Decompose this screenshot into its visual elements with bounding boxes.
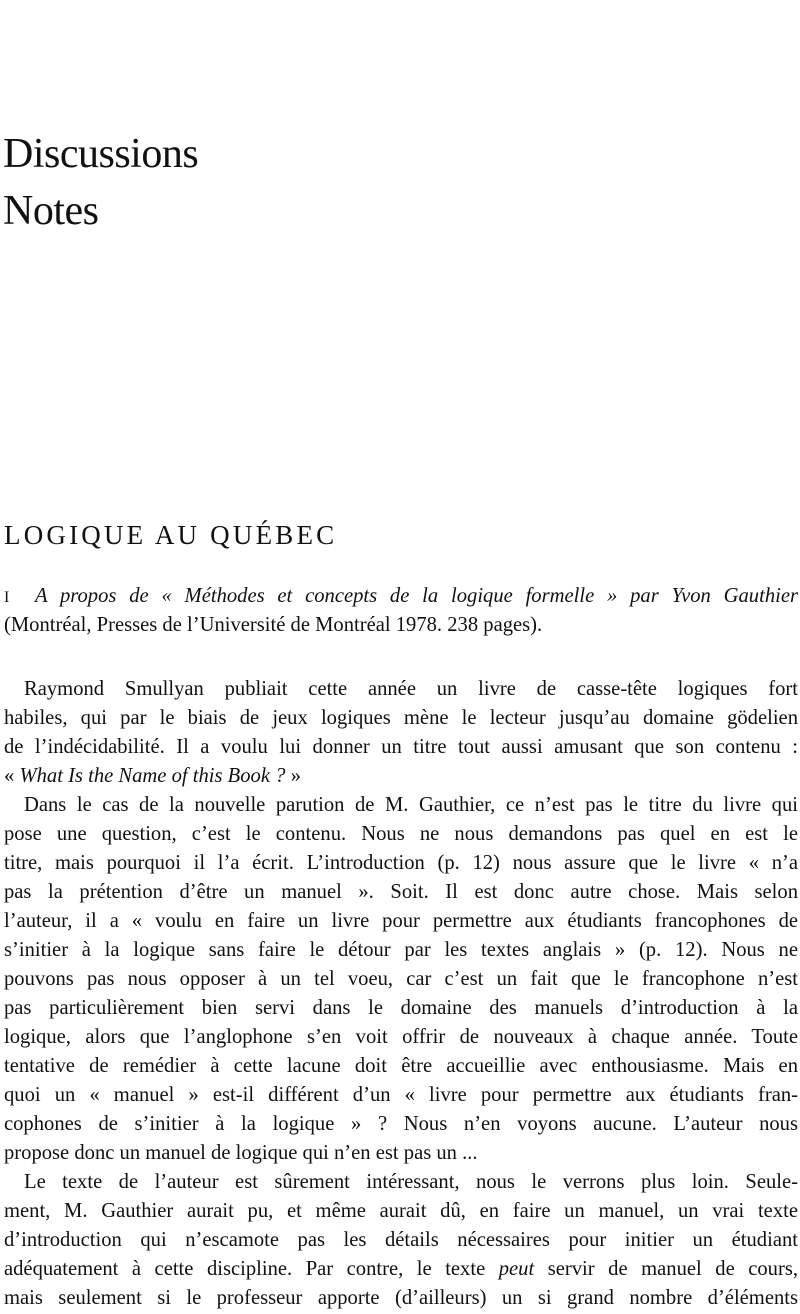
emphasis-peut: peut bbox=[498, 1258, 535, 1280]
body-line: de l’indécidabilité. Il a voulu lui donner un titre tout aussi amusant que son contenu : bbox=[4, 736, 798, 758]
body-line: Le texte de l’auteur est sûrement intéressant, nous le verrons plus loin. Seule- bbox=[24, 1171, 798, 1193]
body-line: pas particulièrement bien servi dans le domaine des manuels d’introduction à la bbox=[4, 997, 798, 1019]
body-line-part: adéquatement à cette discipline. Par contre, le texte bbox=[4, 1258, 499, 1280]
body-line-part: servir de manuel de cours, bbox=[534, 1258, 798, 1280]
body-line: d’introduction qui n’escamote pas les détails nécessaires pour initier un étudiant bbox=[4, 1229, 798, 1251]
article-title: LOGIQUE AU QUÉBEC bbox=[4, 520, 338, 550]
body-line: s’initier à la logique sans faire le détour par les textes anglais » (p. 12). Nous ne bbox=[4, 939, 798, 961]
body-line: « What Is the Name of this Book ? » bbox=[4, 765, 301, 787]
body-line: cophones de s’initier à la logique » ? Nous n’en voyons aucune. L’auteur nous bbox=[4, 1113, 798, 1135]
body-line: pouvons pas nous opposer à un tel voeu, car c’est un fait que le francophone n’est bbox=[4, 968, 798, 990]
reference-number: I bbox=[4, 589, 10, 606]
section-heading-notes: Notes bbox=[3, 188, 99, 234]
body-line: l’auteur, il a « voulu en faire un livre pour permettre aux étudiants francophones de bbox=[4, 910, 798, 932]
body-line: titre, mais pourquoi il l’a écrit. L’introduction (p. 12) nous assure que le livre « n’a bbox=[4, 852, 798, 874]
body-line: logique, alors que l’anglophone s’en voit offrir de nouveaux à chaque année. Toute bbox=[4, 1026, 798, 1048]
section-heading-discussions: Discussions bbox=[3, 131, 199, 177]
reference-citation bbox=[4, 582, 798, 612]
body-line: Raymond Smullyan publiait cette année un livre de casse-tête logiques fort bbox=[24, 678, 798, 700]
body-line: tentative de remédier à cette lacune doit être accueillie avec enthousiasme. Mais en bbox=[4, 1055, 798, 1077]
body-line: habiles, qui par le biais de jeux logiques mène le lecteur jusqu’au domaine gödelien bbox=[4, 707, 798, 729]
body-line: pose une question, c’est le contenu. Nous ne nous demandons pas quel en est le bbox=[4, 823, 798, 845]
body-line: quoi un « manuel » est-il différent d’un « livre pour permettre aux étudiants fran- bbox=[4, 1084, 798, 1106]
body-line: ment, M. Gauthier aurait pu, et même aurait dû, en faire un manuel, un vrai texte bbox=[4, 1200, 798, 1222]
body-line: propose donc un manuel de logique qui n’en est pas un ... bbox=[4, 1142, 478, 1164]
reference-publication: (Montréal, Presses de l’Université de Montréal 1978. 238 pages). bbox=[4, 614, 543, 636]
body-line bbox=[4, 1255, 798, 1284]
reference-citation-italic: A propos de « Méthodes et concepts de la logique formelle » par Yvon Gauthier bbox=[34, 585, 798, 607]
body-line: Dans le cas de la nouvelle parution de M. Gauthier, ce n’est pas le titre du livre qui bbox=[24, 794, 798, 816]
book-title-italic: What Is the Name of this Book ? bbox=[19, 765, 286, 787]
body-line: mais seulement si le professeur apporte (d’ailleurs) un si grand nombre d’éléments bbox=[4, 1287, 798, 1309]
body-line: pas la prétention d’être un manuel ». Soit. Il est donc autre chose. Mais selon bbox=[4, 881, 798, 903]
